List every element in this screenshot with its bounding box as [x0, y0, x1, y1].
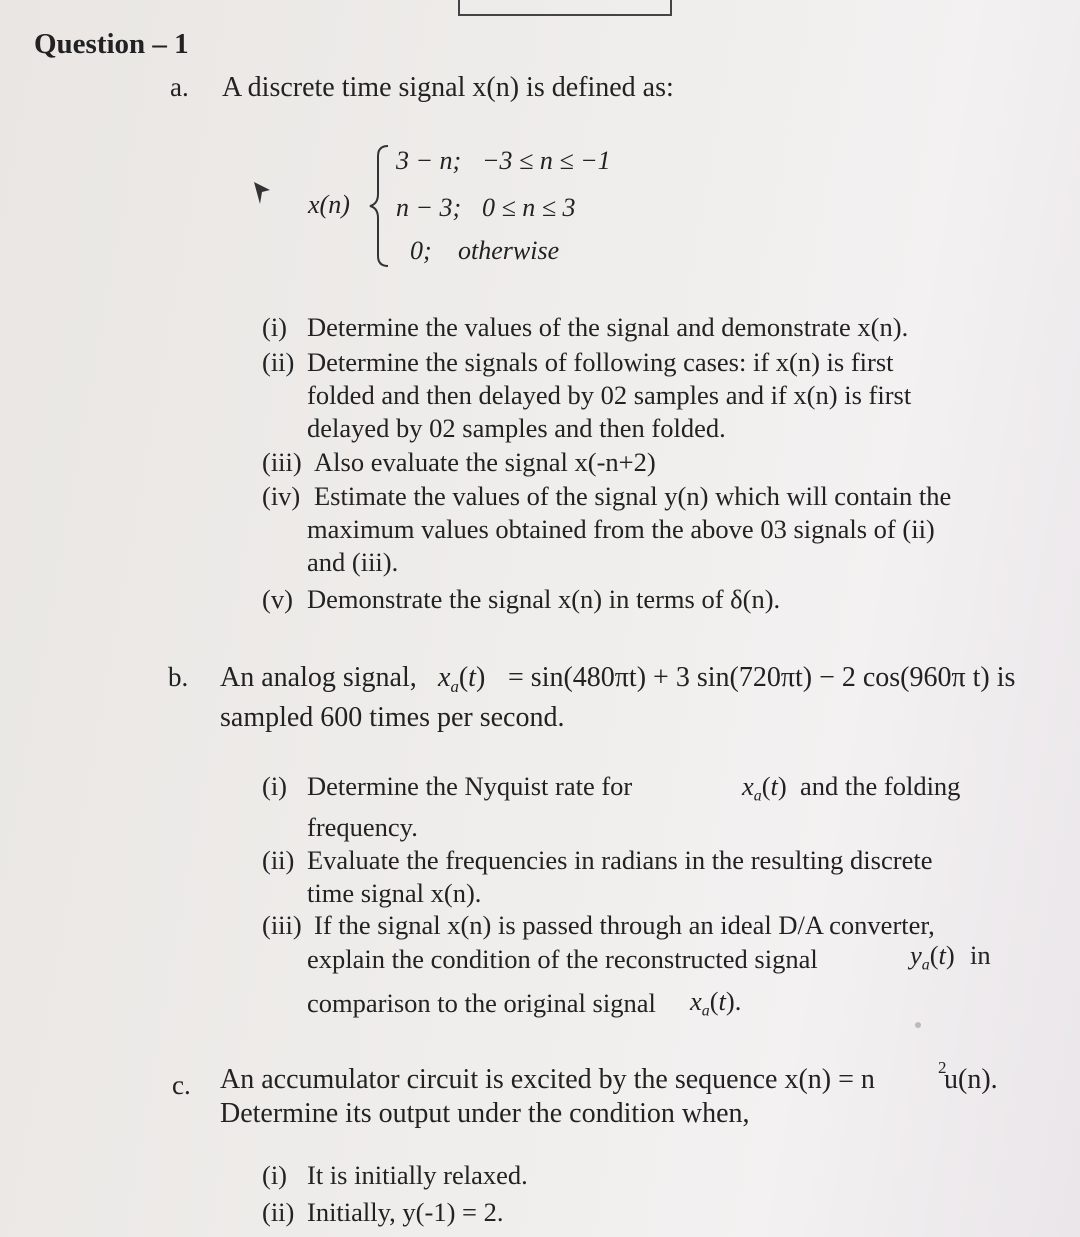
- b-item-1-line-2: frequency.: [307, 812, 418, 842]
- c-item-1-text: It is initially relaxed.: [307, 1160, 528, 1190]
- piecewise-row-3-cond: otherwise: [458, 236, 560, 265]
- a-item-2-line-2: folded and then delayed by 02 samples and if x(n) is first: [307, 380, 912, 410]
- part-c-label: c.: [172, 1070, 191, 1100]
- piecewise-row-1-expr: 3 − n;: [396, 146, 462, 175]
- a-item-3-num: (iii): [262, 447, 302, 477]
- b-item-1-line-1a: Determine the Nyquist rate for: [307, 771, 633, 801]
- b-item-2-line-1: Evaluate the frequencies in radians in the resulting discrete: [307, 845, 933, 875]
- c-item-2-text: Initially, y(-1) = 2.: [307, 1197, 504, 1227]
- part-c-line-2: Determine its output under the condition when,: [220, 1098, 750, 1129]
- a-item-5-num: (v): [262, 584, 293, 614]
- a-item-5-line-1: Demonstrate the signal x(n) in terms of δ(n).: [307, 584, 781, 614]
- part-b-line-2: sampled 600 times per second.: [220, 702, 565, 733]
- a-item-2-line-3: delayed by 02 samples and then folded.: [307, 413, 726, 443]
- c-item-2-num: (ii): [262, 1197, 295, 1227]
- piecewise-row-2-cond: 0 ≤ n ≤ 3: [482, 193, 576, 222]
- a-item-4-line-3: and (iii).: [307, 547, 399, 577]
- piecewise-row-1-cond: −3 ≤ n ≤ −1: [482, 146, 611, 175]
- part-b-label: b.: [168, 662, 189, 692]
- a-item-2-line-1: Determine the signals of following cases: if x(n) is first: [307, 347, 894, 377]
- part-a-label: a.: [170, 72, 189, 102]
- b-item-3-ya-symbol: $y_a(t)$: [910, 940, 955, 974]
- b-item-3-line-3: comparison to the original signal: [307, 988, 656, 1018]
- a-item-3-line-1: Also evaluate the signal x(-n+2): [314, 447, 656, 477]
- part-c-line-1b: u(n).: [944, 1064, 998, 1095]
- a-item-1-num: (i): [262, 312, 288, 342]
- part-b-xa-symbol: $x_a(t)$: [438, 662, 486, 696]
- b-item-1-line-1b: and the folding: [800, 771, 961, 801]
- b-item-2-line-2: time signal x(n).: [307, 878, 482, 908]
- b-item-2-num: (ii): [262, 845, 295, 875]
- a-item-4-num: (iv): [262, 481, 301, 511]
- b-item-3-line-2b: in: [970, 940, 991, 970]
- piecewise-lhs: x(n): [308, 190, 350, 219]
- part-c-line-1a: An accumulator circuit is excited by the sequence x(n) = n: [220, 1064, 875, 1095]
- b-item-3-line-2a: explain the condition of the reconstructed signal: [307, 944, 818, 974]
- a-item-4-line-2: maximum values obtained from the above 03 signals of (ii): [307, 514, 935, 544]
- part-a-intro: A discrete time signal x(n) is defined as:: [222, 72, 674, 103]
- a-item-4-line-1: Estimate the values of the signal y(n) which will contain the: [314, 481, 952, 511]
- a-item-1-line-1: Determine the values of the signal and demonstrate x(n).: [307, 312, 909, 342]
- b-item-1-num: (i): [262, 771, 288, 801]
- b-item-1-xa-symbol: $x_a(t)$: [742, 771, 787, 805]
- piecewise-row-3-expr: 0;: [410, 236, 432, 265]
- c-item-1-num: (i): [262, 1160, 288, 1190]
- b-item-3-line-1: If the signal x(n) is passed through an ideal D/A converter,: [314, 910, 935, 940]
- top-border-box: [458, 0, 672, 16]
- part-b-line-1-pre: An analog signal,: [220, 662, 417, 693]
- question-title: Question – 1: [34, 28, 189, 60]
- piecewise-row-2-expr: n − 3;: [396, 193, 462, 222]
- b-item-3-xa-symbol: $x_a(t)$.: [690, 986, 742, 1020]
- cursor-icon: [250, 178, 274, 208]
- a-item-2-num: (ii): [262, 347, 295, 377]
- paper-speck: [915, 1022, 921, 1028]
- piecewise-brace: [366, 142, 396, 270]
- part-b-line-1-eq: = sin(480πt) + 3 sin(720πt) − 2 cos(960π t) is: [508, 662, 1016, 693]
- b-item-3-num: (iii): [262, 910, 302, 940]
- part-c-superscript: 2: [938, 1058, 947, 1077]
